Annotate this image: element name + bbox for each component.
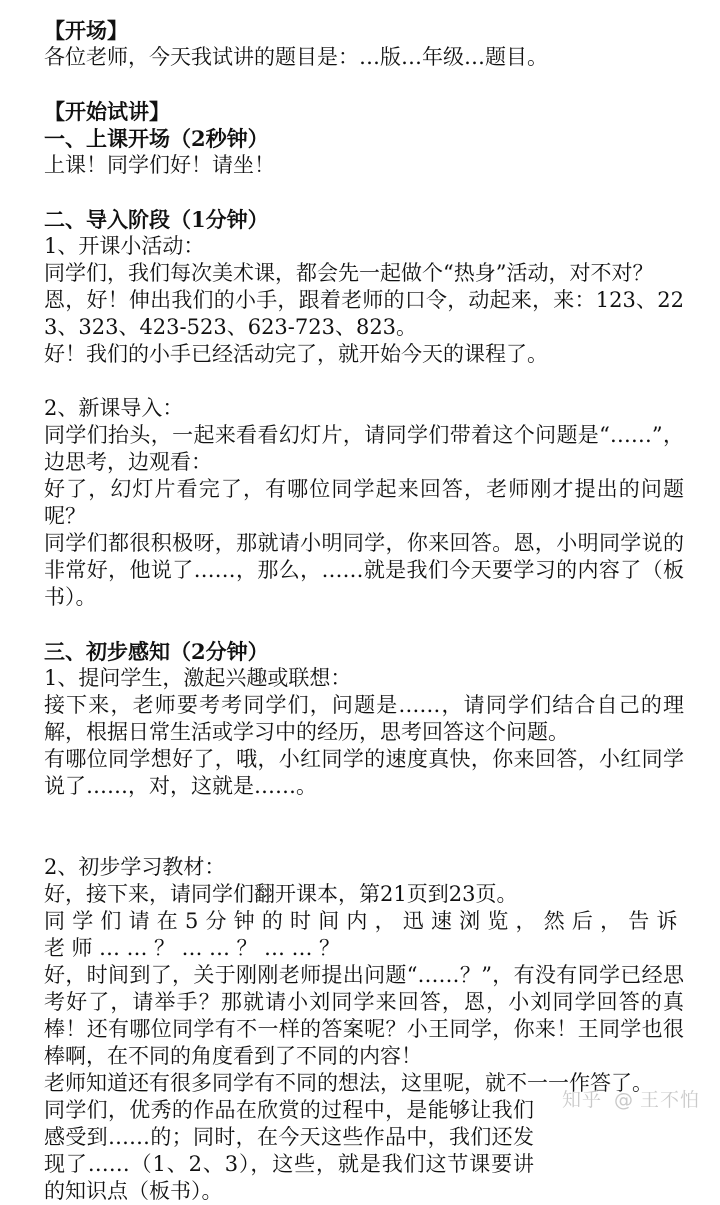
section3-paragraph-5: 好，时间到了，关于刚刚老师提出问题“……？”，有没有同学已经思考好了，请举手？那就请小刘同学来回答，恩，小刘同学回答的真棒！还有哪位同学有不一样的答案呢？小王同学，你来！王同学也很棒啊，在不同的角度看到了不同的内容！ — [44, 963, 684, 1068]
section2-subheading-2: 2、新课导入： — [44, 396, 184, 420]
watermark-author: 王不怕 — [639, 1089, 700, 1111]
opening-line: 各位老师，今天我试讲的题目是：…版…年级…题目。 — [44, 45, 548, 69]
section3-paragraph-6: 老师知道还有很多同学有不同的想法，这里呢，就不一一作答了。 — [44, 1071, 653, 1095]
section3-paragraph-1: 接下来，老师要考考同学们，问题是……，请同学们结合自己的理解，根据日常生活或学习中的经历，思考回答这个问题。 — [44, 693, 684, 744]
section2-subheading-1: 1、开课小活动： — [44, 234, 205, 258]
trial-heading: 【开始试讲】 — [44, 99, 170, 124]
section2-paragraph-1: 同学们，我们每次美术课，都会先一起做个“热身”活动，对不对？ — [44, 261, 654, 285]
section3-subheading-1: 1、提问学生，激起兴趣或联想： — [44, 666, 352, 690]
section3-paragraph-3: 好，接下来，请同学们翻开课本，第21页到23页。 — [44, 882, 518, 906]
section3-heading: 三、初步感知（2分钟） — [44, 639, 269, 664]
section2-paragraph-3: 好！我们的小手已经活动完了，就开始今天的课程了。 — [44, 342, 548, 366]
section2-heading: 二、导入阶段（1分钟） — [44, 207, 269, 232]
opening-heading: 【开场】 — [44, 18, 128, 43]
watermark-at: @ — [613, 1089, 634, 1111]
section3-subheading-2: 2、初步学习教材： — [44, 855, 226, 879]
watermark — [562, 1085, 700, 1112]
section1-line: 上课！同学们好！请坐！ — [44, 153, 275, 177]
section3-paragraph-4: 同学们请在5分钟的时间内，迅速浏览，然后，告诉老师……？……？……？ — [44, 909, 684, 960]
watermark-site: 知乎 — [561, 1089, 602, 1111]
section2-paragraph-2: 恩，好！伸出我们的小手，跟着老师的口令，动起来，来：123、223、323、423-523、623-723、823。 — [44, 288, 684, 339]
section1-heading: 一、上课开场（2秒钟） — [44, 126, 269, 151]
section2-paragraph-5: 好了，幻灯片看完了，有哪位同学起来回答，老师刚才提出的问题呢？ — [44, 477, 684, 528]
section3-paragraph-2: 有哪位同学想好了，哦，小红同学的速度真快，你来回答，小红同学说了……，对，这就是……。 — [44, 747, 684, 798]
section2-paragraph-4: 同学们抬头，一起来看看幻灯片，请同学们带着这个问题是“……”，边思考，边观看： — [44, 423, 684, 474]
section2-paragraph-6: 同学们都很积极呀，那就请小明同学，你来回答。恩，小明同学说的非常好，他说了……，那么，……就是我们今天要学习的内容了（板书）。 — [44, 531, 684, 609]
section3-paragraph-7: 同学们，优秀的作品在欣赏的过程中，是能够让我们感受到……的；同时，在今天这些作品中，我们还发现了……（1、2、3），这些，就是我们这节课要讲的知识点（板书）。 — [44, 1098, 534, 1203]
